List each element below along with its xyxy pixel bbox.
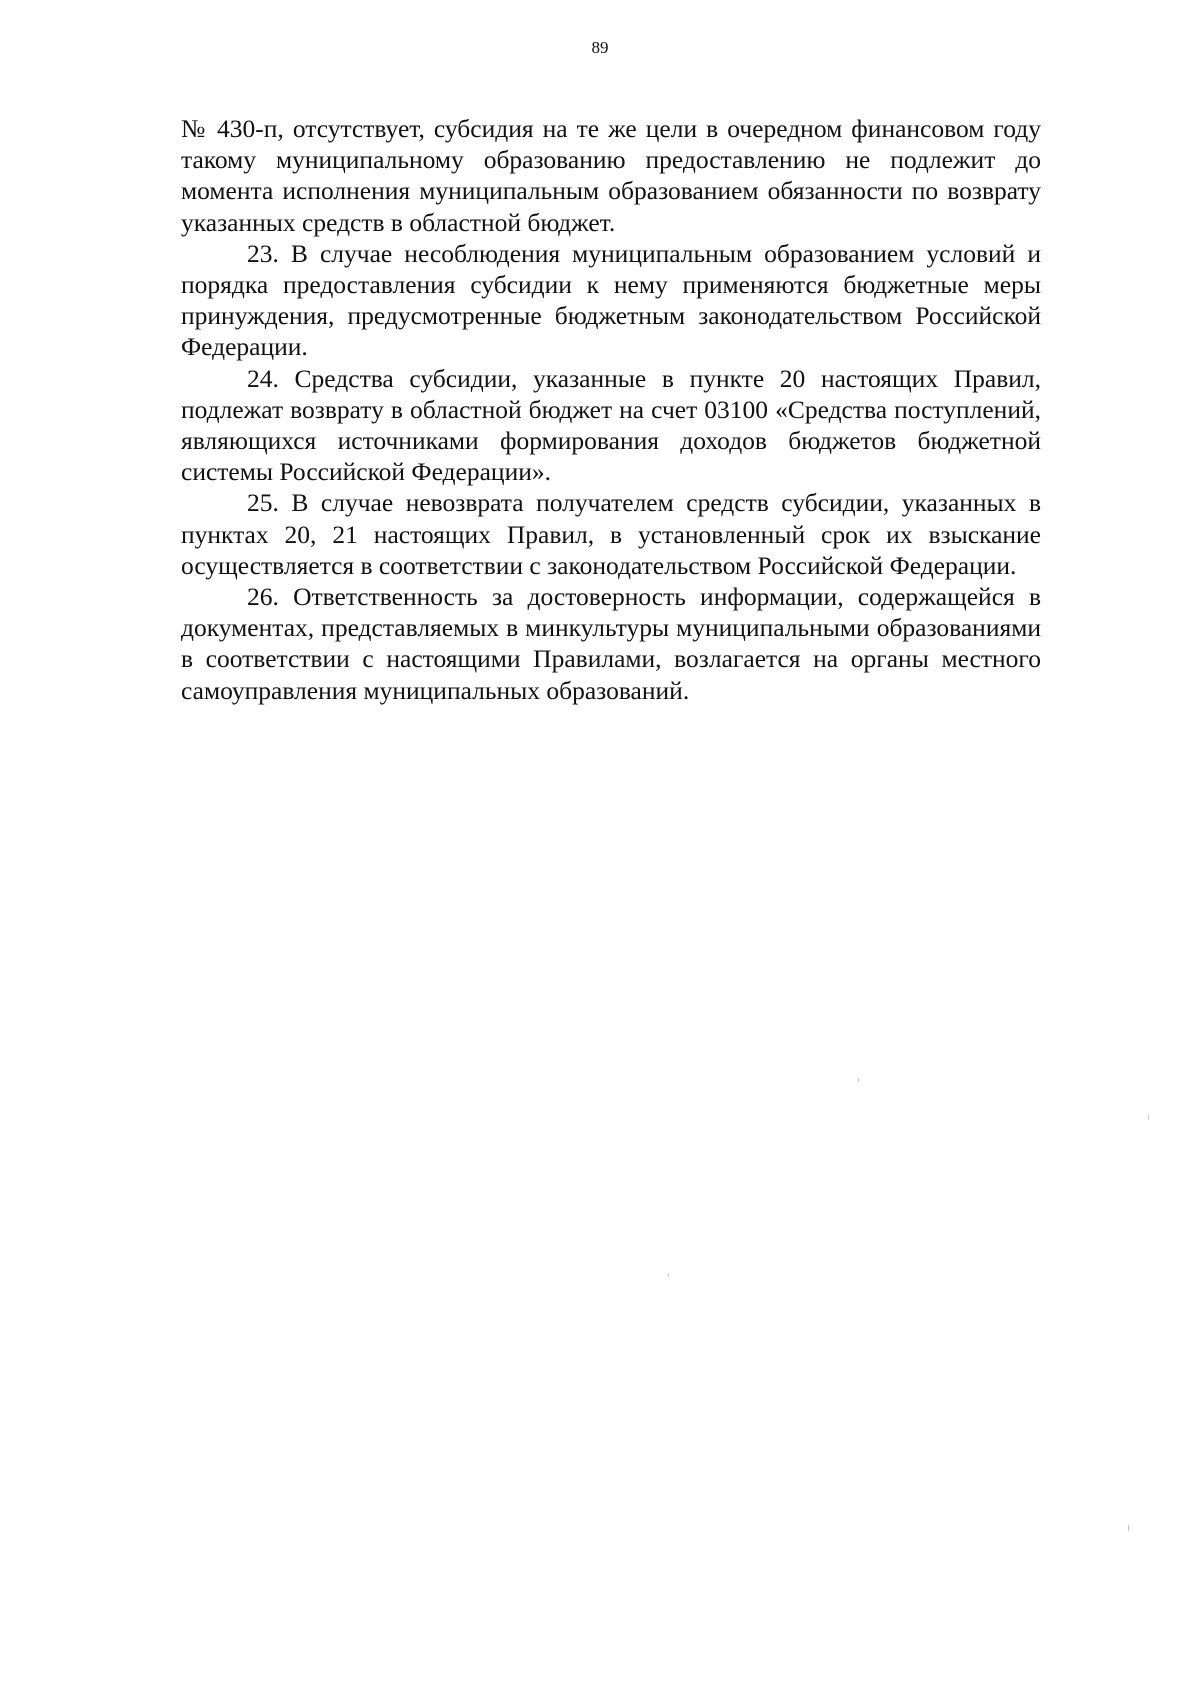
scan-speck xyxy=(668,1273,669,1277)
document-body xyxy=(181,113,1041,706)
paragraph-item-24: 24. Средства субсидии, указанные в пункте 20 настоящих Правил, подлежат возврату в областной бюджет на счет 03100 «Средства поступлений, являющихся источниками формирования доходов бюджетов бюджетной системы Российской Федерации». xyxy=(181,363,1041,487)
scan-speck xyxy=(858,1078,859,1082)
paragraph-item-25: 25. В случае невозврата получателем средств субсидии, указанных в пунктах 20, 21 настоящих Правил, в установленный срок их взыскание осуществляется в соответствии с законодательством Российской Федерации. xyxy=(181,488,1041,580)
paragraph-item-23: 23. В случае несоблюдения муниципальным образованием условий и порядка предоставления субсидии к нему применяются бюджетные меры принуждения, предусмотренные бюджетным законодательством Российской Федерации. xyxy=(181,238,1041,362)
page-number: 89 xyxy=(591,38,609,57)
paragraph-continuation: № 430-п, отсутствует, субсидия на те же цели в очередном финансовом году такому муниципальному образованию предоставлению не подлежит до момента исполнения муниципальным образованием обязанности по возврату указанных средств в областной бюджет. xyxy=(181,114,1041,237)
paragraph-item-26: 26. Ответственность за достоверность информации, содержащейся в документах, представляемых в минкультуры муниципальными образованиями в соответствии с настоящими Правилами, возлагается на органы местного самоуправления муниципальных образований. xyxy=(181,582,1041,705)
scan-speck xyxy=(1148,1115,1149,1120)
scan-speck xyxy=(1128,1525,1129,1531)
